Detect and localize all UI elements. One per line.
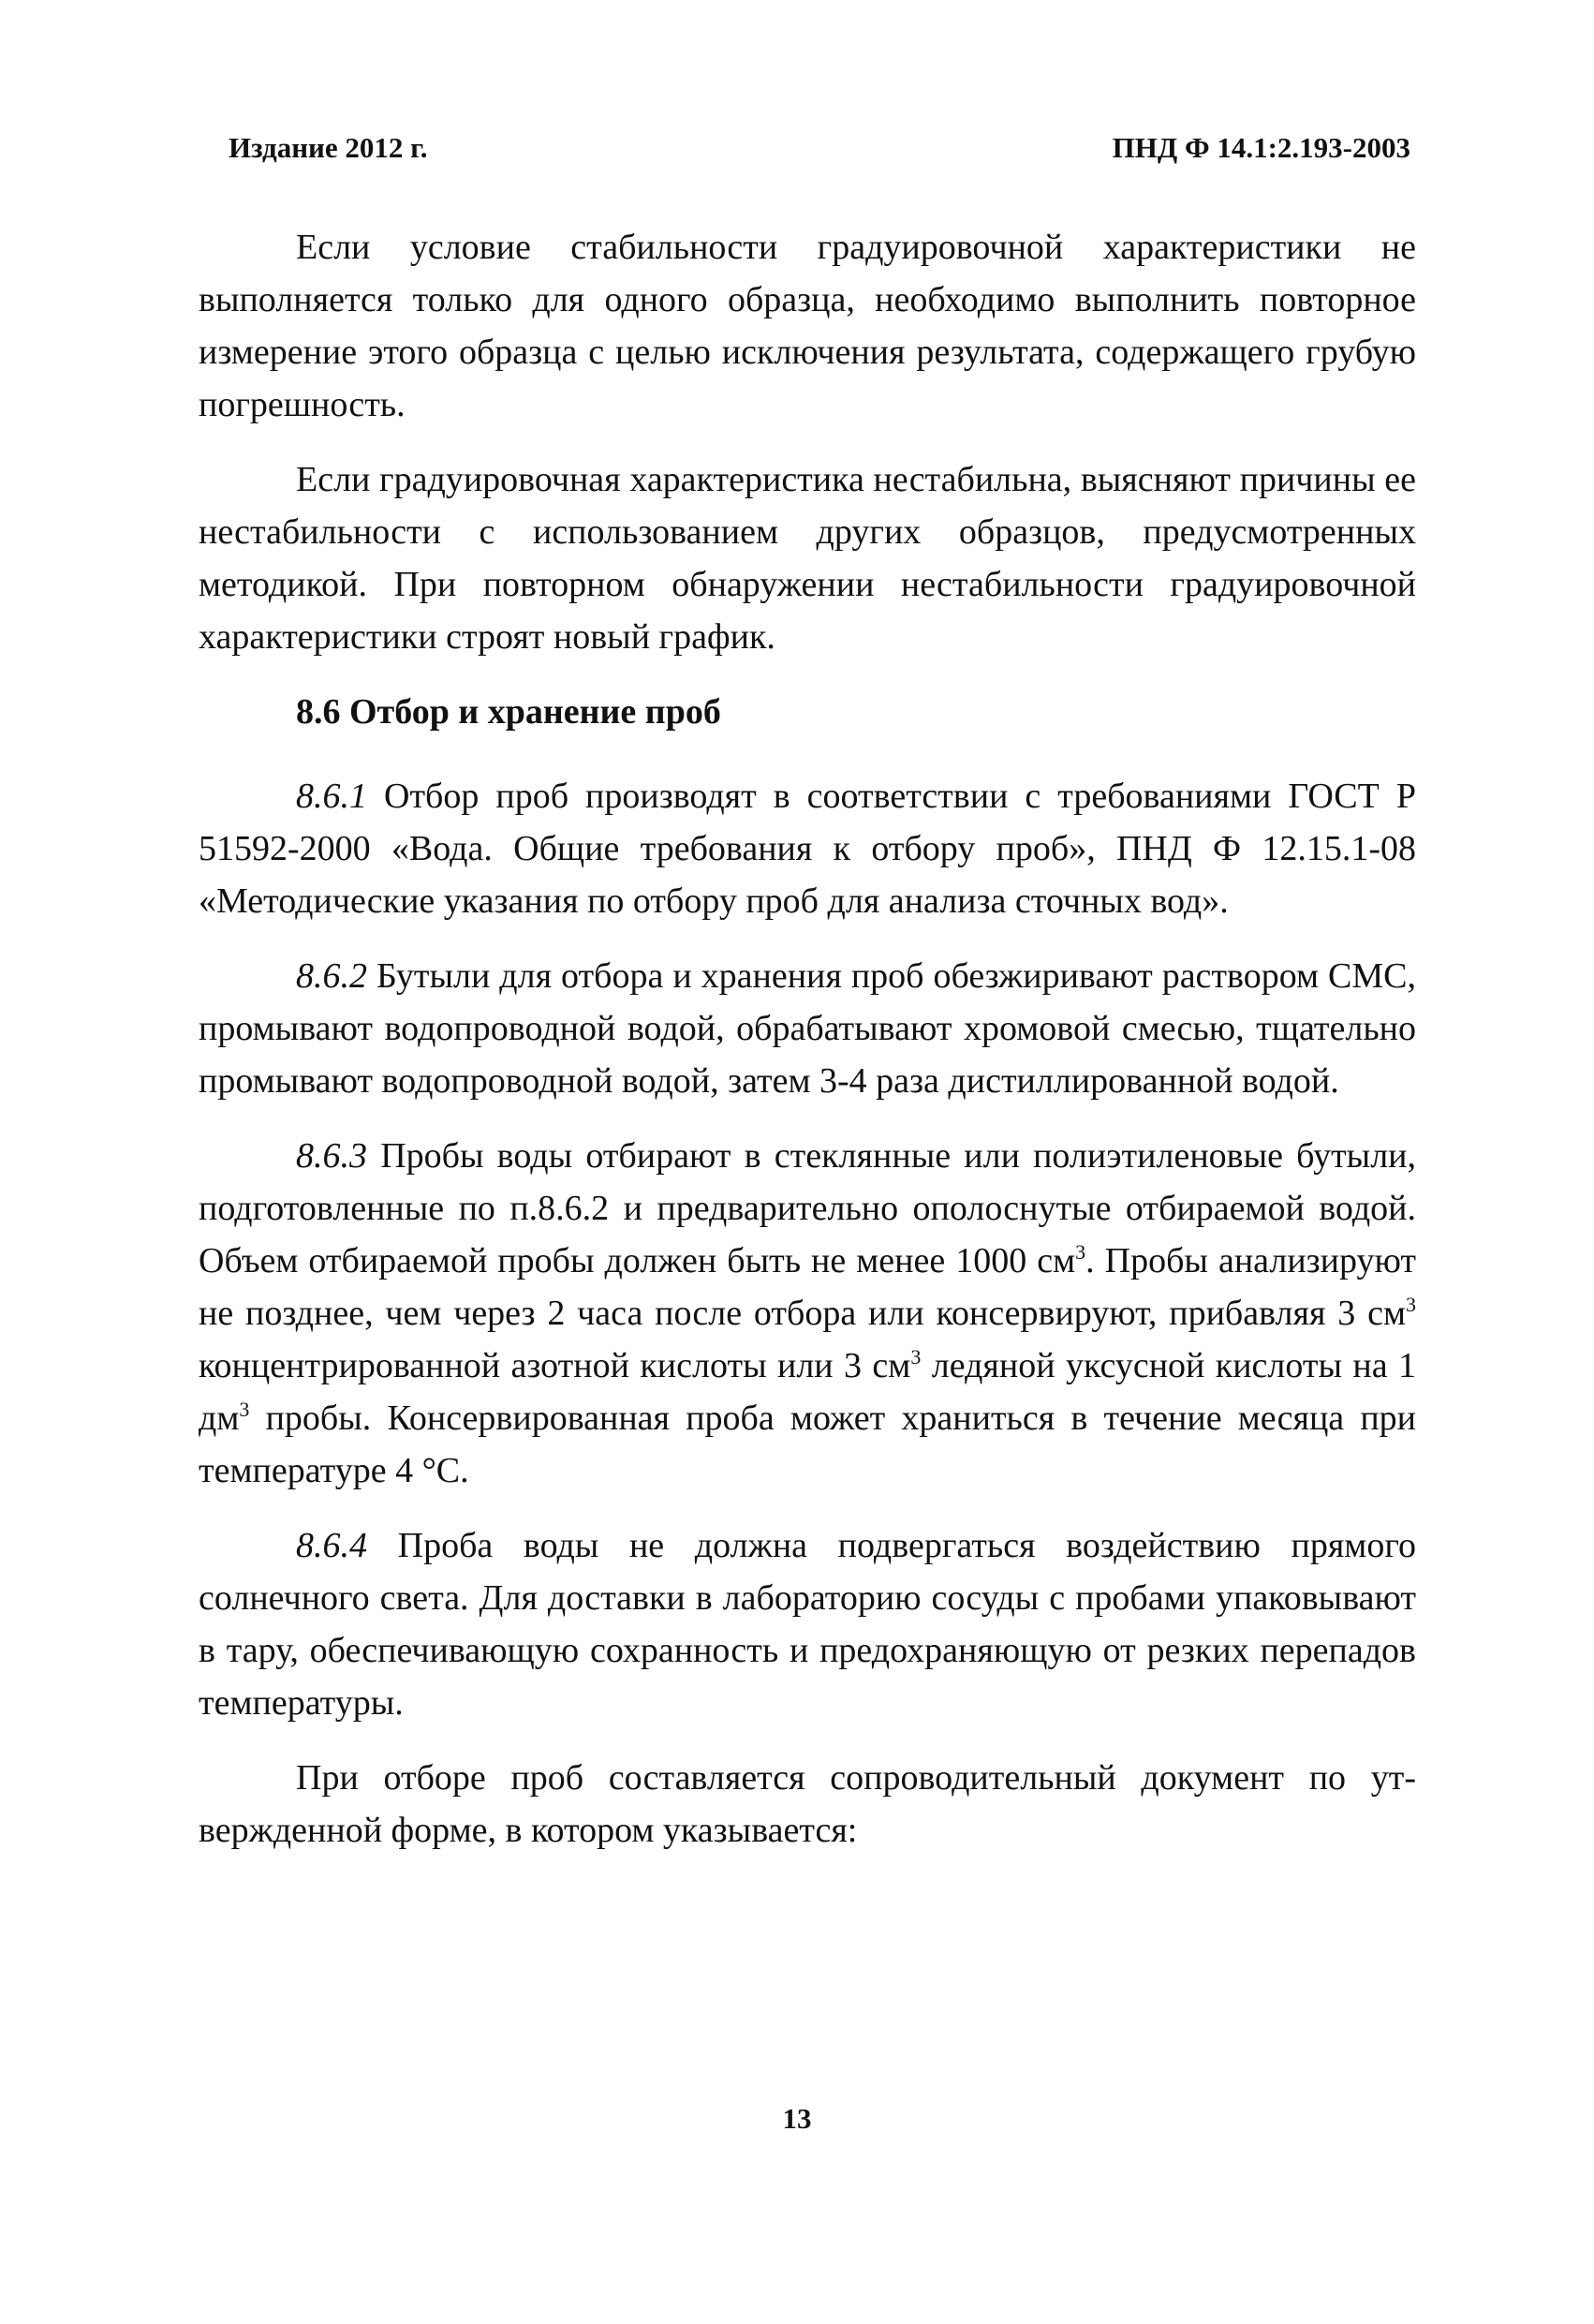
clause-text: пробы. Консервированная проба может храниться в течение месяца при температуре 4 °С.	[199, 1399, 1416, 1490]
superscript-exponent: 3	[910, 1345, 922, 1369]
clause-number: 8.6.2	[296, 956, 367, 996]
page-number: 13	[782, 2102, 812, 2135]
superscript-exponent: 3	[239, 1398, 250, 1421]
superscript-exponent: 3	[1075, 1240, 1086, 1264]
paragraph-stability-single-sample: Если условие стабильности градуировочной характеристики не выполняется только для одного образца, необходимо выполнить повторное измерение этого образца с целью исключения результата, содержащего грубую погрешность.	[199, 228, 1416, 424]
paragraph-accompanying-document: При отборе проб составляется сопроводительный документ по утвержденной форме, в котором указывается:	[199, 1758, 1416, 1850]
page-header	[229, 131, 1410, 178]
superscript-exponent: 3	[1406, 1293, 1416, 1316]
clause-text: ледяной уксусной кислоты на 1 дм	[199, 1346, 1417, 1438]
clause-text: Проба воды не должна подвергаться воздействию прямого солнечного света. Для доставки в лабораторию сосуды с пробами упаковывают в тару, обеспечивающую сохранность и предохраняющую от резких перепадов температуры.	[199, 1526, 1416, 1723]
paragraph-unstable-calibration: Если градуировочная характеристика нестабильна, выясняют причины ее нестабильности с использованием других образцов, предусмотренных методикой. При повторном обнаружении нестабильности градуировочной характеристики строят новый график.	[199, 460, 1416, 657]
section-heading-sampling: 8.6 Отбор и хранение проб	[296, 692, 721, 732]
document-code: ПНД Ф 14.1:2.193-2003	[1112, 131, 1410, 164]
clause-8-6-4	[199, 1519, 1416, 1729]
clause-number: 8.6.4	[296, 1526, 367, 1565]
body-text	[199, 221, 1416, 1879]
clause-8-6-2	[199, 950, 1416, 1107]
clause-number: 8.6.1	[296, 777, 367, 816]
clause-text: Отбор проб производят в соответствии с требованиями ГОСТ Р 51592-2000 «Вода. Общие требования к отбору проб», ПНД Ф 12.15.1-08 «Методические указания по отбору проб для анализа сточных вод».	[199, 777, 1416, 921]
clause-text: . Пробы анализируют не позднее, чем через 2 часа после отбора или консервируют, прибавляя 3 см	[199, 1241, 1416, 1333]
clause-text: концентрированной азотной кислоты или 3 см	[199, 1346, 911, 1385]
clause-text: Бутыли для отбора и хранения проб обезжиривают раствором СМС, промывают водопроводной водой, обрабатывают хромовой смесью, тщательно промывают водопроводной водой, затем 3-4 раза дистиллированной водой.	[199, 956, 1416, 1101]
edition-label: Издание 2012 г.	[229, 131, 428, 164]
clause-text: Пробы воды отбирают в стеклянные или полиэтиленовые бутыли, подготовленные по п.8.6.2 и предварительно ополоснутые отбираемой водой. Объем отбираемой пробы должен быть не менее 1000 см	[199, 1136, 1416, 1280]
clause-8-6-1	[199, 770, 1416, 927]
clause-8-6-3	[199, 1130, 1416, 1497]
clause-number: 8.6.3	[296, 1136, 367, 1176]
